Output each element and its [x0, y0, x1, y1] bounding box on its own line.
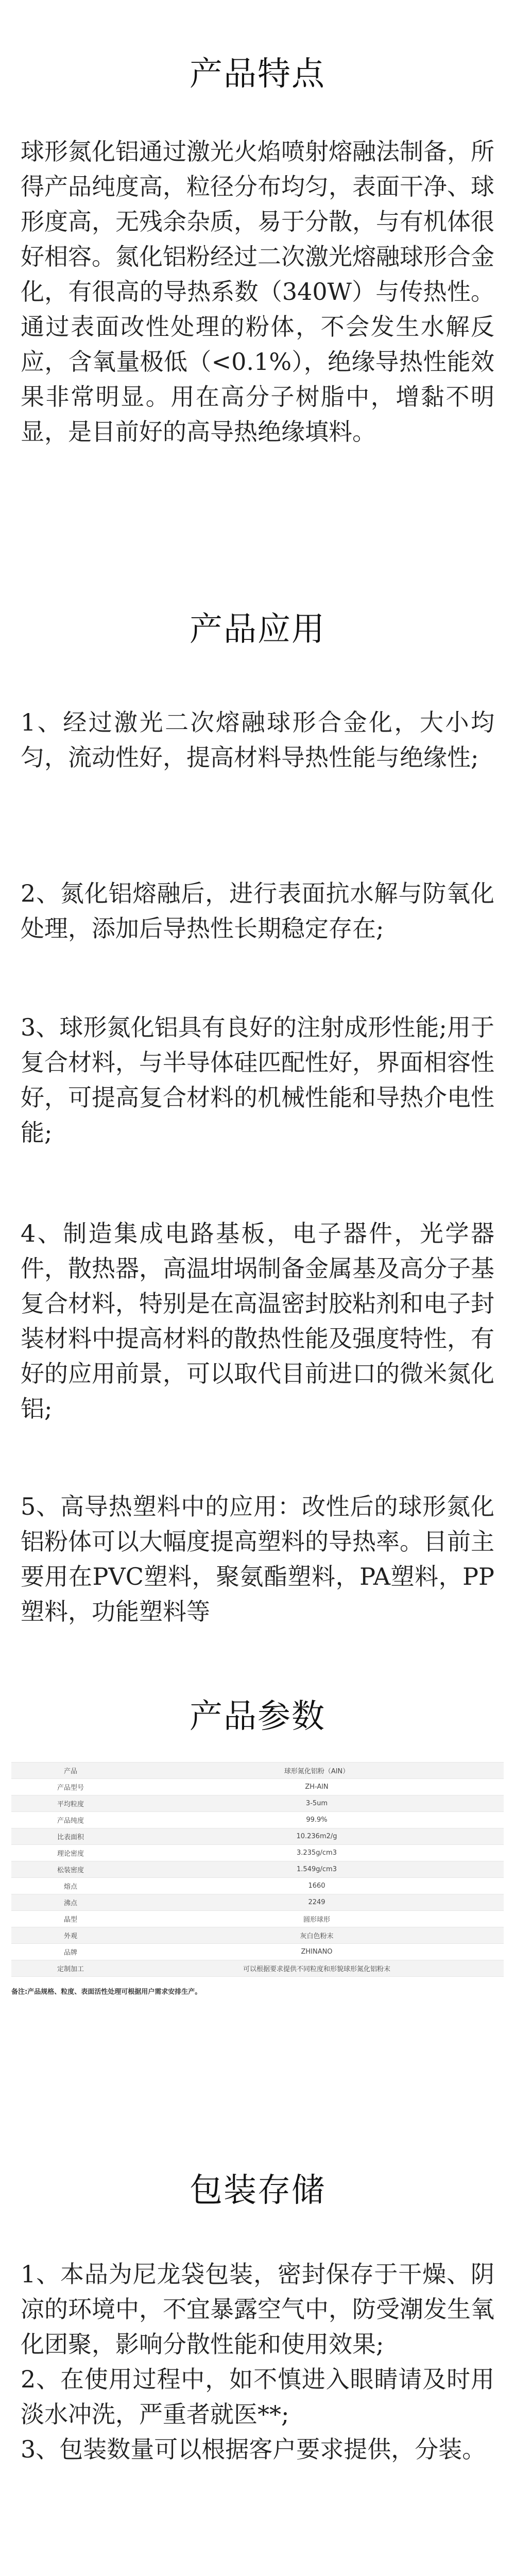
applications-title: 产品应用 — [190, 611, 325, 649]
param-key: 品牌 — [11, 1944, 130, 1960]
application-item: 5、高导热塑料中的应用：改性后的球形氮化铝粉体可以大幅度提高塑料的导热率。目前主要用在PVC塑料，聚氨酯塑料，PA塑料，PP塑料，功能塑料等 — [21, 1493, 494, 1625]
table-row — [11, 1944, 504, 1960]
features-title: 产品特点 — [190, 55, 325, 93]
table-row — [11, 1894, 504, 1911]
param-value: ZH-AlN — [130, 1779, 504, 1795]
storage-section — [0, 2164, 515, 2211]
applications-section — [0, 603, 515, 650]
application-item: 1、经过激光二次熔融球形合金化，大小均匀，流动性好，提高材料导热性能与绝缘性; — [21, 708, 494, 771]
param-value: 3-5um — [130, 1795, 504, 1812]
table-row — [11, 1845, 504, 1861]
table-row — [11, 1861, 504, 1878]
param-value: 10.236m2/g — [130, 1828, 504, 1845]
table-row — [11, 1927, 504, 1944]
table-row — [11, 1812, 504, 1828]
param-value: 球形氮化铝粉（AlN） — [130, 1762, 504, 1779]
features-body — [0, 134, 515, 449]
param-key: 理论密度 — [11, 1845, 130, 1861]
param-key: 沸点 — [11, 1894, 130, 1911]
parameters-section — [0, 1690, 515, 1737]
param-key: 晶型 — [11, 1911, 130, 1927]
application-item-2-block — [0, 876, 515, 946]
application-item-3-block — [0, 1010, 515, 1150]
param-key: 产品纯度 — [11, 1812, 130, 1828]
param-value: 灰白色粉末 — [130, 1927, 504, 1944]
table-row — [11, 1911, 504, 1927]
table-row — [11, 1779, 504, 1795]
application-item-4-block — [0, 1216, 515, 1426]
param-key: 定制加工 — [11, 1960, 130, 1977]
table-row — [11, 1828, 504, 1845]
features-section — [0, 47, 515, 95]
param-value: 圆形球形 — [130, 1911, 504, 1927]
param-value: 2249 — [130, 1894, 504, 1911]
param-key: 松装密度 — [11, 1861, 130, 1878]
storage-item-3-block — [0, 2432, 515, 2467]
application-item: 4、制造集成电路基板，电子器件，光学器件，散热器，高温坩埚制备金属基及高分子基复合材料，特别是在高温密封胶粘剂和电子封装材料中提高材料的散热性能及强度特性，有好的应用前景，可以取代目前进口的微米氮化铝; — [21, 1219, 494, 1422]
storage-item-1-block — [0, 2257, 515, 2362]
parameters-note: 备注:产品规格、粒度、表面活性处理可根据用户需求安排生产。 — [11, 1988, 202, 1996]
table-row — [11, 1795, 504, 1812]
parameters-table — [11, 1762, 504, 1977]
param-key: 外观 — [11, 1927, 130, 1944]
param-value: 99.9% — [130, 1812, 504, 1828]
storage-title: 包装存储 — [190, 2172, 325, 2210]
application-item: 3、球形氮化铝具有良好的注射成形性能;用于复合材料，与半导体硅匹配性好，界面相容性好，可提高复合材料的机械性能和导热介电性能; — [21, 1013, 494, 1146]
application-item: 2、氮化铝熔融后，进行表面抗水解与防氧化处理，添加后导热性长期稳定存在; — [21, 879, 494, 942]
parameters-table-wrap — [0, 1762, 515, 1996]
application-item-1-block — [0, 705, 515, 775]
param-value: ZHINANO — [130, 1944, 504, 1960]
param-key: 熔点 — [11, 1878, 130, 1894]
table-row — [11, 1762, 504, 1779]
storage-item: 3、包装数量可以根据客户要求提供，分装。 — [21, 2435, 486, 2463]
param-value: 可以根据要求提供不同粒度和形貌球形氮化铝粉末 — [130, 1960, 504, 1977]
param-value: 1660 — [130, 1878, 504, 1894]
param-key: 产品型号 — [11, 1779, 130, 1795]
parameters-title: 产品参数 — [190, 1698, 325, 1736]
param-key: 平均粒度 — [11, 1795, 130, 1812]
param-key: 比表面积 — [11, 1828, 130, 1845]
storage-item: 2、在使用过程中，如不慎进入眼睛请及时用淡水冲洗，严重者就医**; — [21, 2365, 494, 2428]
storage-item-2-block — [0, 2362, 515, 2432]
storage-item: 1、本品为尼龙袋包装，密封保存于干燥、阴凉的环境中，不宜暴露空气中，防受潮发生氧化团聚，影响分散性能和使用效果; — [21, 2260, 494, 2358]
param-value: 3.235g/cm3 — [130, 1845, 504, 1861]
table-row — [11, 1960, 504, 1977]
param-key: 产品 — [11, 1762, 130, 1779]
features-text: 球形氮化铝通过激光火焰喷射熔融法制备，所得产品纯度高，粒径分布均匀，表面干净、球形度高，无残余杂质，易于分散，与有机体很好相容。氮化铝粉经过二次激光熔融球形合金化，有很高的导热系数（340W）与传热性。通过表面改性处理的粉体，不会发生水解反应，含氧量极低（<0.1%），绝缘导热性能效果非常明显。用在高分子树脂中，增黏不明显，是目前好的高导热绝缘填料。 — [21, 138, 494, 446]
application-item-5-block — [0, 1489, 515, 1629]
table-row — [11, 1878, 504, 1894]
param-value: 1.549g/cm3 — [130, 1861, 504, 1878]
